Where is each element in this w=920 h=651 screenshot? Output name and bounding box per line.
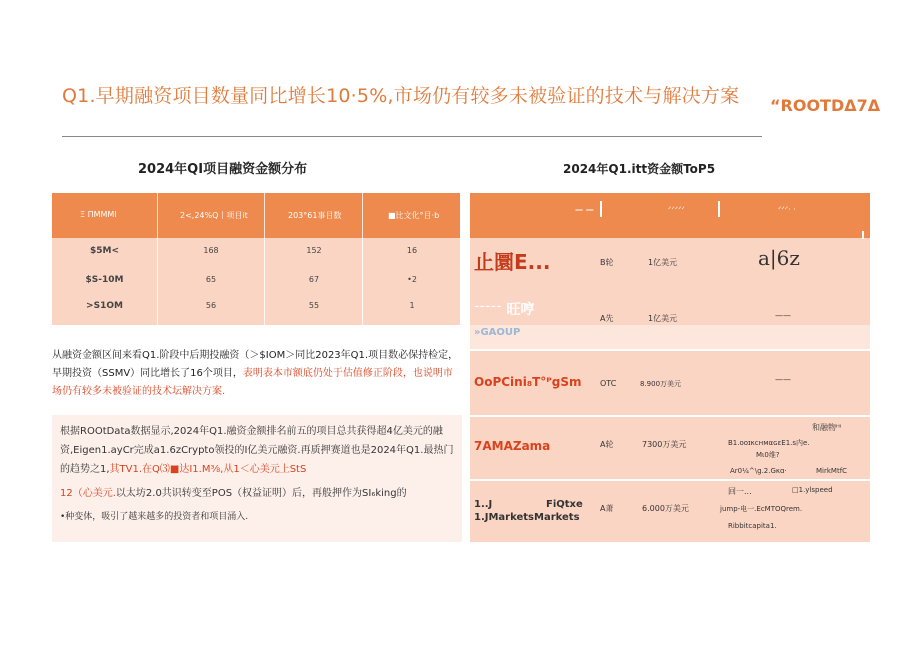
box-text: 以太坊2.0共识转变至POS（权益证明）后，再般押作为SI₆king的 bbox=[115, 488, 407, 499]
table-header bbox=[470, 193, 870, 238]
header-cell: 203°61事目数 bbox=[288, 211, 342, 220]
project-subname: »GAOUP bbox=[474, 327, 521, 338]
value-cell: 168 bbox=[203, 246, 219, 255]
investor-cell: a|6z bbox=[758, 246, 800, 270]
investor-line: Mι0维? bbox=[756, 451, 780, 459]
project-name: 止圜E... bbox=[474, 250, 551, 274]
value-cell: •2 bbox=[407, 275, 417, 284]
table-row bbox=[52, 238, 460, 267]
header-cell: ᐟᐟᐟ· · bbox=[778, 205, 796, 214]
table-row bbox=[52, 293, 460, 322]
value-cell: 65 bbox=[205, 275, 217, 284]
header-cell: 2<,24%Q丨项目it bbox=[180, 211, 248, 220]
right-section-title: 2024年Q1.itt资金额ToP5 bbox=[563, 162, 716, 176]
investor-line: □1.ylspeed bbox=[792, 486, 833, 494]
box-line: 资,Eigen1.ayCr完成a1.6zCrypto领投的Ⅰ亿美元融资.再质押赛道也是2024年Q1.最热门 bbox=[60, 445, 454, 456]
investor-line: jump-电一.EcMTOQrem. bbox=[720, 505, 803, 513]
table-row bbox=[470, 417, 870, 479]
table-header bbox=[52, 193, 460, 238]
round-cell: B轮 bbox=[600, 258, 614, 267]
box-highlight: 其TV1.在Q⑶■达I1.M⅜,从1＜心美元上StS bbox=[109, 464, 307, 475]
round-cell: OTC bbox=[600, 379, 617, 388]
project-name: 1.JMarketsMarkets bbox=[474, 512, 580, 523]
investor-line: Ar0¼^\g.2.Gκɑ· bbox=[730, 467, 787, 475]
paragraph-highlight: 表明表本市额底仍处于估值修正阶段，也说明市场仍有较多未被验证的技术坛解决方案. bbox=[52, 368, 453, 397]
round-cell: A萧 bbox=[600, 504, 614, 513]
box-line bbox=[60, 485, 458, 503]
title-divider bbox=[62, 136, 762, 137]
box-line: •种变体，吸引了越来越多的投资者和项目涌入. bbox=[60, 512, 249, 522]
range-cell: >S1OM bbox=[86, 301, 123, 311]
table-row bbox=[470, 481, 870, 542]
funding-distribution-table bbox=[52, 193, 460, 325]
project-name: 7AMAZama bbox=[474, 439, 551, 453]
investor-line: 和融物ᴴᴵ bbox=[812, 423, 842, 432]
header-cell: ᐟᐟᐟᐟᐟ bbox=[668, 205, 685, 214]
analysis-paragraph bbox=[52, 347, 462, 401]
project-name: ᐨᐨᐨᐨᐨ 旺哼 bbox=[474, 302, 535, 318]
investor-line: B1.ooɪκcнмαɢεE1.s内e. bbox=[728, 439, 810, 447]
project-name: 1..J bbox=[474, 499, 493, 510]
page-title: Q1.早期融资项目数量同比增长10·5%,市场仍有较多未被验证的技术与解决方案 bbox=[62, 85, 740, 107]
insight-box bbox=[52, 415, 462, 542]
investor-cell: —— bbox=[775, 375, 791, 384]
left-section-title: 2024年QI项目融资金额分布 bbox=[138, 162, 308, 177]
box-text: 的趋势之1, bbox=[60, 464, 110, 475]
top5-funding-table bbox=[470, 193, 870, 542]
table-row bbox=[470, 325, 870, 349]
header-cell: ■比文化°目·b bbox=[388, 211, 440, 220]
header-cell: Ξ ΠΜΜΜΙ bbox=[80, 210, 117, 219]
table-row bbox=[52, 267, 460, 296]
box-line bbox=[60, 461, 458, 479]
round-cell: A先 bbox=[600, 314, 614, 323]
box-highlight: 12（心美元. bbox=[60, 488, 116, 499]
amount-cell: 8.900万美元 bbox=[640, 380, 682, 388]
value-cell: 56 bbox=[205, 301, 217, 310]
round-cell: A轮 bbox=[600, 440, 614, 449]
project-name: FiQtxe bbox=[546, 499, 583, 510]
range-cell: $S-10M bbox=[85, 275, 124, 285]
amount-cell: 1亿美元 bbox=[648, 314, 678, 323]
value-cell: 55 bbox=[308, 301, 320, 310]
project-name: OoPCini₈T°ᴾgSm bbox=[474, 375, 582, 389]
value-cell: 152 bbox=[306, 246, 322, 255]
investor-cell: —— bbox=[775, 311, 791, 320]
value-cell: 16 bbox=[406, 246, 418, 255]
range-cell: $5M< bbox=[89, 246, 120, 256]
amount-cell: 1亿美元 bbox=[648, 258, 678, 267]
value-cell: 67 bbox=[308, 275, 320, 284]
header-cell: — — bbox=[575, 205, 594, 214]
investor-line: Ribbitcapita1. bbox=[728, 522, 777, 530]
amount-cell: 6.000万美元 bbox=[642, 504, 689, 513]
box-line: 根据ROOtData数据显示,2024年Q1.融资金额排名前五的项目总共获得超4亿美元的融 bbox=[60, 426, 443, 437]
value-cell: 1 bbox=[409, 301, 415, 310]
investor-line: MirkMtfC bbox=[816, 467, 848, 475]
amount-cell: 7300万美元 bbox=[642, 440, 687, 449]
paragraph-text: 从融资金额区间来看Q1.阶段中后期投融资（＞$IOM＞同比2023年Q1.项目数必保持检定，早期投资（SSMV）同比增长了16个项目， bbox=[52, 350, 459, 379]
investor-line: 回一... bbox=[728, 487, 752, 496]
brand-logo: “ROOTDΔ7Δ bbox=[770, 96, 881, 115]
table-row bbox=[470, 351, 870, 415]
